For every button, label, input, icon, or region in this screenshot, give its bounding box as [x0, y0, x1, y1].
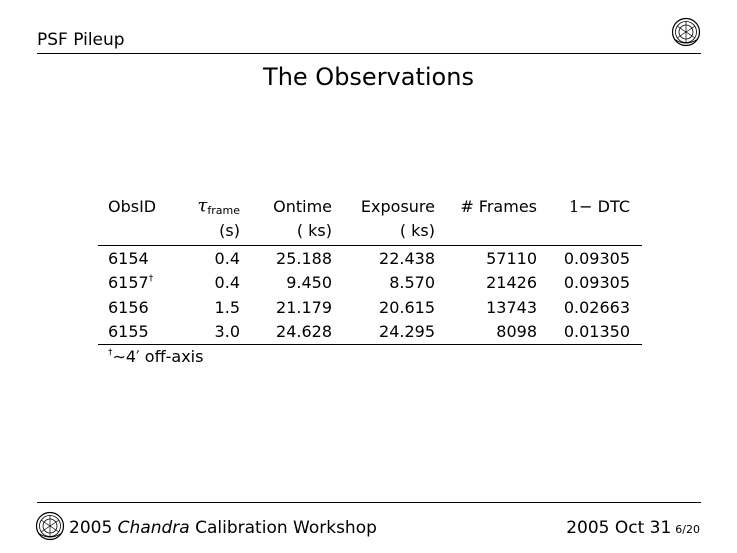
table-header-row: [98, 193, 642, 219]
table-unit-row: [98, 219, 642, 246]
footnote-dagger: †: [108, 348, 113, 358]
col-header-dtc: [537, 193, 630, 219]
cell-frames: 21426: [486, 273, 537, 293]
cell-tau: 0.4: [214, 273, 240, 293]
cell-obsid: 6155: [98, 320, 184, 345]
unit-ontime: ( ks): [240, 219, 332, 246]
cell-ontime: 24.628: [240, 320, 332, 345]
unit-tau: (s): [184, 219, 240, 246]
cell-obsid: 6154: [108, 248, 149, 268]
table-row: [98, 246, 642, 271]
footer-mission: Chandra: [117, 518, 190, 538]
tau-subscript: frame: [207, 204, 240, 218]
col-header-tau: [184, 193, 240, 219]
cell-tau: 0.4: [214, 248, 240, 268]
footer-workshop: [69, 518, 377, 538]
cell-dtc: 0.09305: [563, 248, 630, 268]
col-header-ontime: Ontime: [273, 196, 332, 216]
table-footnote: [108, 347, 203, 366]
slide-title: The Observations: [263, 63, 474, 91]
footnote-text: ∼4′ off-axis: [112, 347, 204, 366]
table-row: [98, 320, 642, 345]
col-header-frames: # Frames: [460, 196, 537, 216]
table-row: [98, 295, 642, 320]
cell-ontime: 25.188: [276, 248, 332, 268]
cell-tau: 1.5: [214, 297, 240, 317]
header-title: PSF Pileup: [37, 30, 125, 50]
cell-exposure: 24.295: [332, 320, 435, 345]
footer-rule: [37, 502, 701, 503]
cell-frames: 8098: [435, 320, 537, 345]
cell-exposure: 22.438: [379, 248, 435, 268]
cell-frames: 57110: [486, 248, 537, 268]
unit-exposure: ( ks): [332, 219, 435, 246]
footer-date-page: [566, 518, 700, 538]
dtc-one: 1: [568, 196, 580, 216]
cell-obsid: 6157†: [108, 273, 154, 293]
observations-table: [98, 193, 642, 345]
cell-tau: 3.0: [184, 320, 240, 345]
cell-exposure: 8.570: [389, 273, 435, 293]
footer-event: Calibration Workshop: [195, 518, 377, 538]
tau-symbol: τ: [197, 195, 208, 217]
table-row: [98, 271, 642, 296]
cell-dtc: 0.09305: [563, 273, 630, 293]
cell-ontime: 9.450: [286, 273, 332, 293]
dagger-mark: †: [148, 274, 154, 285]
cell-ontime: 21.179: [276, 297, 332, 317]
footer-date: 2005 Oct 31: [566, 518, 672, 538]
cell-dtc: 0.01350: [537, 320, 630, 345]
cell-dtc: 0.02663: [563, 297, 630, 317]
footer-year: 2005: [69, 518, 113, 538]
cell-obsid: 6156: [108, 297, 149, 317]
col-header-obsid: ObsID: [108, 196, 157, 216]
chandra-logo-icon: [671, 17, 701, 47]
page-number: 6/20: [675, 523, 700, 536]
dtc-label: − DTC: [579, 196, 630, 216]
cell-frames: 13743: [486, 297, 537, 317]
chandra-logo-icon: [35, 511, 65, 541]
col-header-exposure: Exposure: [360, 196, 435, 216]
cell-exposure: 20.615: [379, 297, 435, 317]
header-rule: [37, 53, 701, 54]
